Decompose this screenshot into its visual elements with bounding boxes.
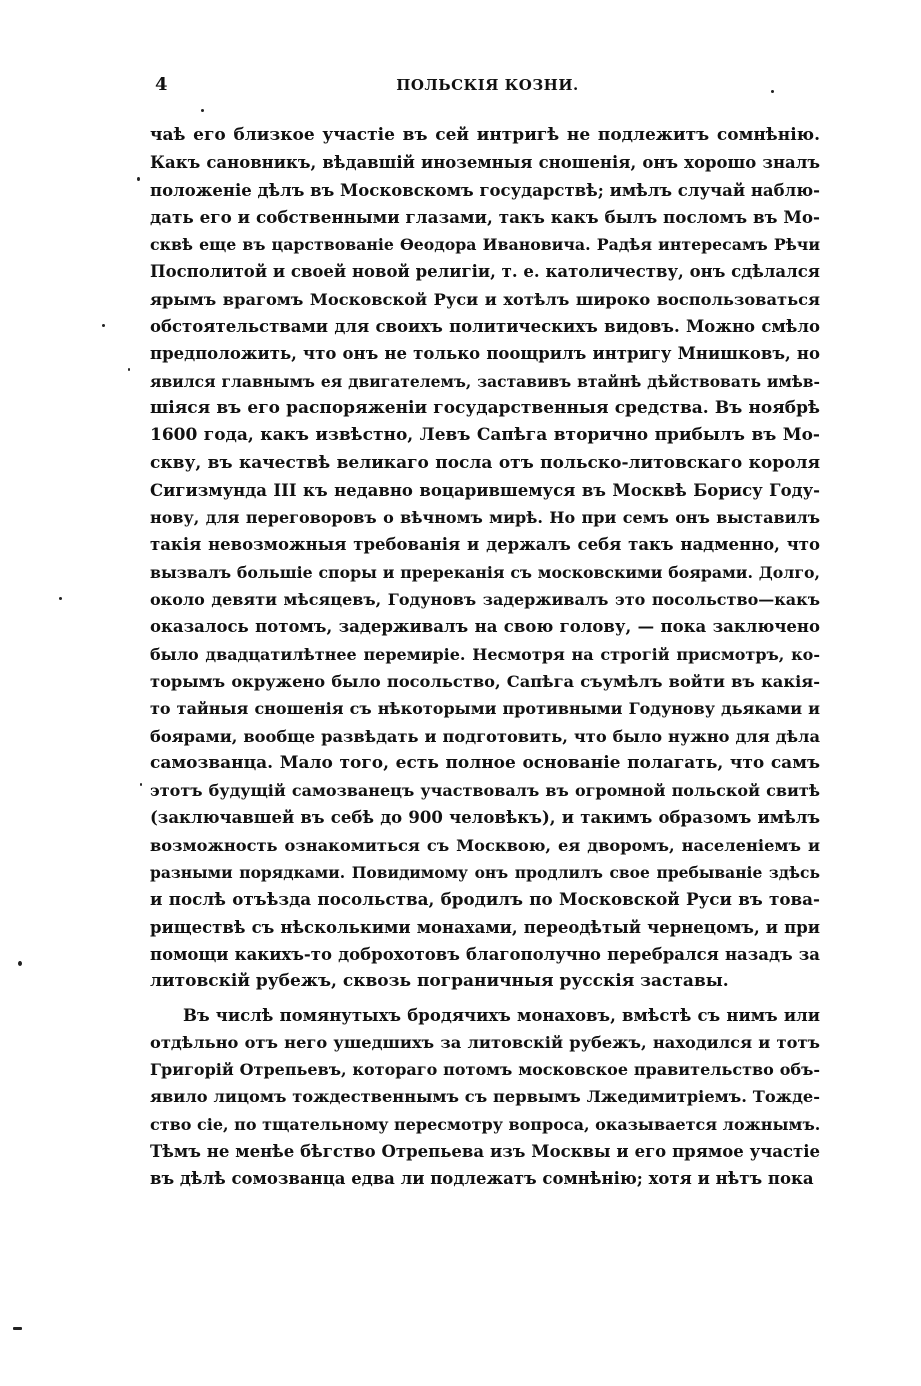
- scan-speck: [201, 109, 204, 112]
- text-line: обстоятельствами для своихъ политическихъ видовъ. Можно смѣло: [150, 317, 820, 337]
- scan-speck: [137, 177, 140, 181]
- scan-speck: [59, 597, 62, 600]
- text-line: такія невозможныя требованія и держалъ себя такъ надменно, что: [150, 535, 820, 555]
- text-line: литовскій рубежъ, сквозь пограничныя русскія заставы.: [150, 971, 729, 992]
- text-line: скву, въ качествѣ великаго посла отъ польско-литовскаго короля: [150, 452, 820, 473]
- text-line: торымъ окружено было посольство, Сапѣга съумѣлъ войти въ какія-: [150, 671, 820, 691]
- text-line: было двадцатилѣтнее перемиріе. Несмотря на строгій присмотръ, ко-: [150, 644, 820, 664]
- scan-speck: [18, 961, 22, 966]
- scan-speck: [13, 1327, 22, 1330]
- text-line: отдѣльно отъ него ушедшихъ за литовскій рубежъ, находился и тотъ: [150, 1032, 820, 1052]
- running-head: ПОЛЬСКІЯ КОЗНИ.: [396, 76, 579, 94]
- text-line: чаѣ его близкое участіе въ сей интригѣ не подлежитъ сомнѣнію.: [150, 125, 820, 145]
- paragraph: [150, 1002, 820, 1193]
- scan-speck: [128, 368, 130, 371]
- text-line: сквѣ еще въ царствованіе Ѳеодора Ивановича. Радѣя интересамъ Рѣчи: [150, 235, 820, 255]
- text-line: Въ числѣ помянутыхъ бродячихъ монаховъ, вмѣстѣ съ нимъ или: [183, 1005, 820, 1025]
- text-line: явился главнымъ ея двигателемъ, заставивъ втайнѣ дѣйствовать имѣв-: [150, 371, 820, 391]
- text-line: Тѣмъ не менѣе бѣгство Отрепьева изъ Москвы и его прямое участіе: [150, 1141, 820, 1161]
- paragraph: [150, 122, 820, 996]
- text-line: положеніе дѣлъ въ Московскомъ государствѣ; имѣлъ случай наблю-: [150, 180, 820, 200]
- scan-speck: [771, 90, 774, 93]
- text-line: въ дѣлѣ сомозванца едва ли подлежатъ сомнѣнію; хотя и нѣтъ пока: [150, 1169, 814, 1189]
- text-line: шіяся въ его распоряженіи государственныя средства. Въ ноябрѣ: [150, 397, 820, 418]
- text-line: (заключавшей въ себѣ до 900 человѣкъ), и такимъ образомъ имѣлъ: [150, 808, 820, 828]
- text-line: боярами, вообще развѣдать и подготовить, что было нужно для дѣла: [150, 726, 820, 746]
- page-number: 4: [155, 74, 168, 95]
- text-line: Какъ сановникъ, вѣдавшій иноземныя сношенія, онъ хорошо зналъ: [150, 153, 820, 173]
- text-line: вызвалъ большіе споры и пререканія съ московскими боярами. Долго,: [150, 562, 820, 582]
- text-line: помощи какихъ-то доброхотовъ благополучно перебрался назадъ за: [150, 944, 820, 964]
- text-line: Сигизмунда III къ недавно воцарившемуся въ Москвѣ Борису Году-: [150, 480, 820, 500]
- text-line: то тайныя сношенія съ нѣкоторыми противными Годунову дьяками и: [150, 699, 820, 719]
- page-header: [155, 74, 820, 100]
- text-line: возможность ознакомиться съ Москвою, ея дворомъ, населеніемъ и: [150, 835, 820, 855]
- text-line: 1600 года, какъ извѣстно, Левъ Сапѣга вторично прибылъ въ Мо-: [150, 425, 820, 446]
- text-line: предположить, что онъ не только поощрилъ интригу Мнишковъ, но: [150, 344, 820, 364]
- text-line: и послѣ отъѣзда посольства, бродилъ по Московской Руси въ това-: [150, 889, 820, 910]
- text-line: ство сіе, по тщательному пересмотру вопроса, оказывается ложнымъ.: [150, 1114, 821, 1134]
- text-line: риществѣ съ нѣсколькими монахами, переодѣтый чернецомъ, и при: [150, 917, 820, 937]
- body-text: [150, 122, 820, 1193]
- text-line: Григорій Отрепьевъ, котораго потомъ московское правительство объ-: [150, 1060, 820, 1080]
- text-line: явило лицомъ тождественнымъ съ первымъ Лжедимитріемъ. Тожде-: [150, 1087, 820, 1107]
- scan-speck: [140, 783, 142, 786]
- text-line: ярымъ врагомъ Московской Руси и хотѣлъ широко воспользоваться: [150, 289, 820, 309]
- text-line: Посполитой и своей новой религіи, т. е. католичеству, онъ сдѣлался: [150, 262, 820, 282]
- text-line: оказалось потомъ, задерживалъ на свою голову, — пока заключено: [150, 617, 820, 637]
- text-line: дать его и собственными глазами, такъ какъ былъ посломъ въ Мо-: [150, 206, 820, 227]
- scan-speck: [102, 324, 105, 327]
- text-line: самозванца. Мало того, есть полное основаніе полагать, что самъ: [150, 752, 820, 773]
- text-line: разными порядками. Повидимому онъ продлилъ свое пребываніе здѣсь: [150, 863, 820, 883]
- text-line: около девяти мѣсяцевъ, Годуновъ задерживалъ это посольство—какъ: [150, 590, 820, 610]
- text-line: этотъ будущій самозванецъ участвовалъ въ огромной польской свитѣ: [150, 781, 820, 801]
- text-line: нову, для переговоровъ о вѣчномъ мирѣ. Но при семъ онъ выставилъ: [150, 508, 820, 528]
